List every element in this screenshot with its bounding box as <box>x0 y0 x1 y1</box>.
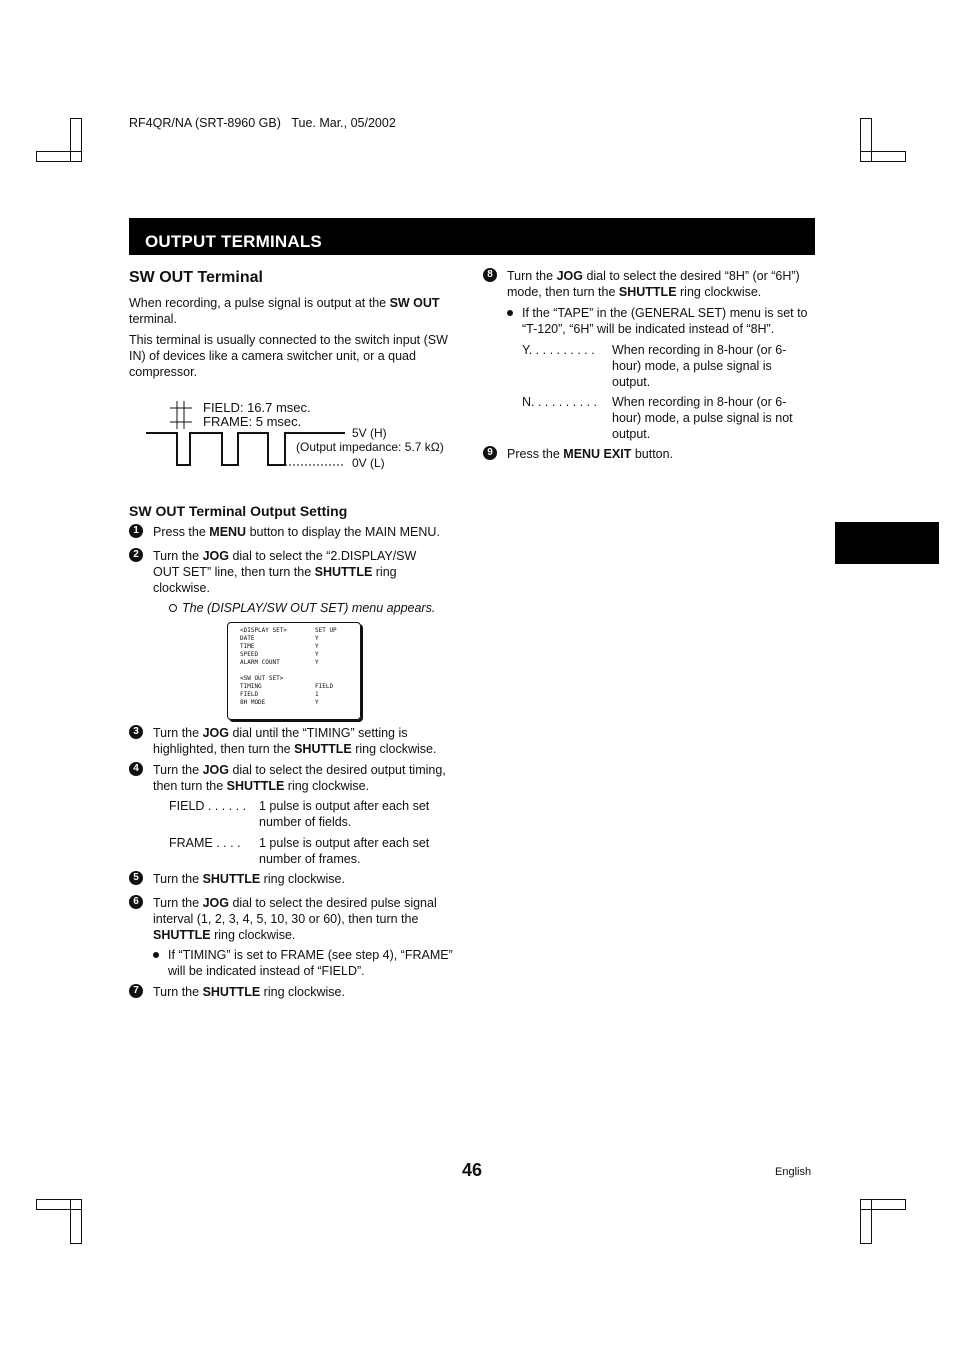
step-number: 4 <box>129 762 143 776</box>
menu-row-value: 1 <box>315 691 319 698</box>
step-text: button to display the MAIN MENU. <box>246 525 440 539</box>
step-text: ring clockwise. <box>284 779 370 793</box>
step-text: ring clockwise. <box>676 285 762 299</box>
menu-appears-text: The (DISPLAY/SW OUT SET) menu appears. <box>182 601 436 615</box>
step-text: ring clockwise. <box>210 928 296 942</box>
step-8-note <box>507 305 812 337</box>
step-1 <box>129 524 459 540</box>
step-text: ring clockwise. <box>260 985 345 999</box>
menu-row-label: 8H MODE <box>240 699 266 706</box>
sw-out-paragraph-1 <box>129 295 459 327</box>
step-text: Press the <box>153 525 210 539</box>
side-tab-marker <box>835 522 939 564</box>
step-6-note-text: If “TIMING” is set to FRAME (see step 4), “FRAME” will be indicated instead of “FIELD”. <box>168 948 453 978</box>
step-text: dial to select the desired “8H” (or “6H”) mode, then turn the <box>507 269 800 299</box>
step-bold: SHUTTLE <box>226 779 285 793</box>
menu-appears-note <box>169 600 469 616</box>
step-text: Turn the <box>153 872 203 886</box>
menu-row-label: SPEED <box>240 651 259 658</box>
step-number: 5 <box>129 871 143 885</box>
crop-mark-bottom-left <box>70 1199 82 1244</box>
step-bold: SHUTTLE <box>153 928 211 942</box>
step-text: Press the <box>507 447 564 461</box>
sw-out-heading: SW OUT Terminal <box>129 269 263 286</box>
field-timing-label: FIELD: 16.7 msec. <box>203 400 311 415</box>
step-text: Turn the <box>153 985 203 999</box>
impedance-label: (Output impedance: 5.7 kΩ) <box>296 440 444 454</box>
menu-row-value: Y <box>315 659 319 666</box>
step-bold: JOG <box>202 726 229 740</box>
y-option <box>522 342 812 390</box>
step-bold: MENU <box>209 525 247 539</box>
bullet-icon <box>153 952 159 958</box>
step-7 <box>129 984 459 1000</box>
step-text: ring clockwise. <box>260 872 345 886</box>
option-term: Y. . . . . . . . . . <box>522 343 595 357</box>
menu-row-value: Y <box>315 643 319 650</box>
crop-mark-bottom-right <box>860 1199 872 1244</box>
high-level-label: 5V (H) <box>352 426 387 440</box>
para1-text-end: terminal. <box>129 312 177 326</box>
page-number: 46 <box>462 1160 483 1180</box>
step-bold: SHUTTLE <box>618 285 677 299</box>
menu-row-label: TIME <box>240 643 255 650</box>
sw-out-section <box>129 269 459 380</box>
step-text: dial to select the “2.DISPLAY/SW OUT SET” line, then turn the <box>153 549 417 579</box>
menu-row-label: TIMING <box>240 683 262 690</box>
option-desc: 1 pulse is output after each set number of fields. <box>259 799 430 829</box>
pulse-diagram <box>140 396 470 476</box>
step-text: Turn the <box>153 549 203 563</box>
option-desc: When recording in 8-hour (or 6-hour) mode, a pulse signal is not output. <box>612 395 793 441</box>
step-bold: JOG <box>202 763 229 777</box>
open-circle-icon <box>169 604 177 612</box>
step-bold: SHUTTLE <box>314 565 373 579</box>
para1-text: When recording, a pulse signal is output at the <box>129 296 390 310</box>
menu-screen <box>227 622 361 720</box>
menu-row-label: ALARM COUNT <box>240 659 280 666</box>
step-text: ring clockwise. <box>153 565 397 595</box>
sw-out-paragraph-2: This terminal is usually connected to the switch input (SW IN) of devices like a camera switcher unit, or a quad compressor. <box>129 333 448 379</box>
step-text: dial to select the desired output timing, then turn the <box>153 763 446 793</box>
step-text: Turn the <box>153 896 203 910</box>
option-term: N. . . . . . . . . . <box>522 395 598 409</box>
step-text: button. <box>631 447 674 461</box>
header-date: Tue. Mar., 05/2002 <box>291 116 396 130</box>
crop-mark-top-left <box>36 151 82 162</box>
para1-bold: SW OUT <box>389 296 440 310</box>
menu-row-value: Y <box>315 635 319 642</box>
menu-row-label: <DISPLAY SET> <box>240 627 287 634</box>
step-bold: JOG <box>556 269 583 283</box>
menu-row-value: SET UP <box>315 627 337 634</box>
step-9 <box>483 446 813 462</box>
section-title: OUTPUT TERMINALS <box>145 232 322 251</box>
field-option <box>169 798 459 830</box>
step-number: 2 <box>129 548 143 562</box>
step-5 <box>129 871 459 887</box>
step-text: dial until the “TIMING” setting is highlighted, then turn the <box>153 726 408 756</box>
step-text: Turn the <box>507 269 557 283</box>
step-text: Turn the <box>153 763 203 777</box>
step-number: 1 <box>129 524 143 538</box>
menu-row-value: FIELD <box>315 683 334 690</box>
step-bold: SHUTTLE <box>294 742 352 756</box>
option-term: FIELD . . . . . . <box>169 799 247 813</box>
step-bold: SHUTTLE <box>202 985 261 999</box>
section-banner <box>129 218 815 255</box>
low-level-label: 0V (L) <box>352 456 385 470</box>
setting-heading: SW OUT Terminal Output Setting <box>129 503 348 519</box>
step-text: Turn the <box>153 726 203 740</box>
step-4 <box>129 762 459 794</box>
document-header <box>129 116 396 130</box>
step-8 <box>483 268 813 300</box>
step-8-note-text: If the “TAPE” in the (GENERAL SET) menu is set to “T-120”, “6H” will be indicated instead of “8H”. <box>522 306 808 336</box>
step-number: 3 <box>129 725 143 739</box>
bullet-icon <box>507 310 513 316</box>
menu-row-label: FIELD <box>240 691 259 698</box>
menu-row-value: Y <box>315 699 319 706</box>
menu-row-label: DATE <box>240 635 255 642</box>
step-number: 7 <box>129 984 143 998</box>
header-code: RF4QR/NA (SRT-8960 GB) <box>129 116 281 130</box>
option-desc: 1 pulse is output after each set number of frames. <box>259 836 430 866</box>
step-3 <box>129 725 459 757</box>
step-6-note <box>153 947 453 979</box>
frame-option <box>169 835 459 867</box>
menu-row-value: Y <box>315 651 319 658</box>
step-number: 9 <box>483 446 497 460</box>
step-text: dial to select the desired pulse signal interval (1, 2, 3, 4, 5, 10, 30 or 60), then turn the <box>153 896 437 926</box>
step-bold: JOG <box>202 896 229 910</box>
menu-row-label: <SW OUT SET> <box>240 675 284 682</box>
option-term: FRAME . . . . <box>169 836 241 850</box>
step-bold: SHUTTLE <box>202 872 261 886</box>
step-bold: JOG <box>202 549 229 563</box>
step-6 <box>129 895 459 943</box>
n-option <box>522 394 812 442</box>
language-label: English <box>775 1166 812 1178</box>
step-bold: MENU EXIT <box>563 447 632 461</box>
option-desc: When recording in 8-hour (or 6-hour) mode, a pulse signal is output. <box>612 343 787 389</box>
step-2 <box>129 548 439 596</box>
frame-timing-label: FRAME: 5 msec. <box>203 414 302 429</box>
step-number: 6 <box>129 895 143 909</box>
step-number: 8 <box>483 268 497 282</box>
step-text: ring clockwise. <box>351 742 437 756</box>
crop-mark-top-right <box>860 151 906 162</box>
